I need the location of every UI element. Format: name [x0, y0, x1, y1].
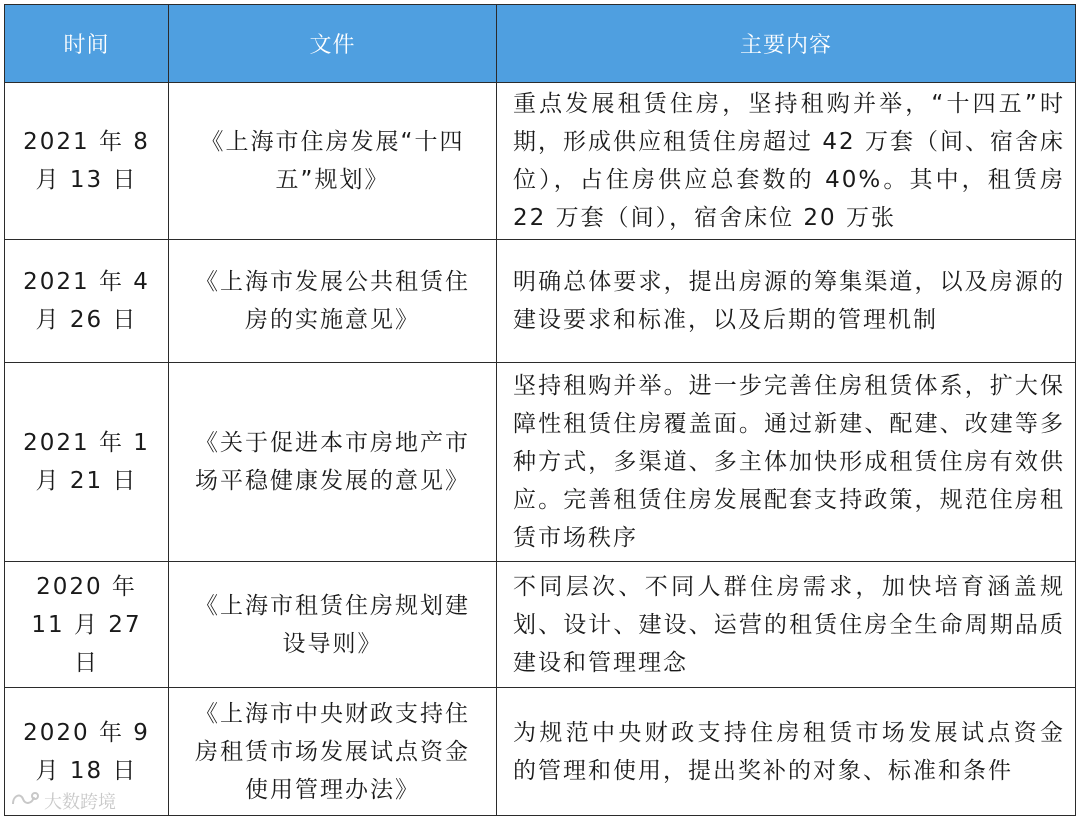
- file-cell: 《上海市发展公共租赁住房的实施意见》: [169, 240, 497, 363]
- policy-table: [4, 4, 1076, 816]
- file-cell: 《上海市住房发展“十四五”规划》: [169, 83, 497, 240]
- date-cell: 2020 年 9 月 18 日: [5, 688, 169, 816]
- content-cell: 重点发展租赁住房，坚持租购并举，“十四五”时期，形成供应租赁住房超过 42 万套（间、宿舍床位），占住房供应总套数的 40%。其中，租赁房 22 万套（间），宿舍床位 20 万张: [497, 83, 1076, 240]
- header-file: 文件: [169, 5, 497, 83]
- header-content: 主要内容: [497, 5, 1076, 83]
- content-cell: 为规范中央财政支持住房租赁市场发展试点资金 的管理和使用，提出奖补的对象、标准和条件: [497, 688, 1076, 816]
- date-cell: 2020 年 11 月 27 日: [5, 562, 169, 688]
- table-row: [5, 83, 1076, 240]
- table-header-row: [5, 5, 1076, 83]
- content-cell: 明确总体要求，提出房源的筹集渠道，以及房源的建设要求和标准，以及后期的管理机制: [497, 240, 1076, 363]
- table-row: [5, 688, 1076, 816]
- date-cell: 2021 年 8 月 13 日: [5, 83, 169, 240]
- brand-logo-icon: [10, 790, 40, 813]
- content-cell: 不同层次、不同人群住房需求，加快培育涵盖规划、设计、建设、运营的租赁住房全生命周期品质建设和管理理念: [497, 562, 1076, 688]
- content-cell: 坚持租购并举。进一步完善住房租赁体系，扩大保障性租赁住房覆盖面。通过新建、配建、改建等多种方式，多渠道、多主体加快形成租赁住房有效供应。完善租赁住房发展配套支持政策，规范住房租赁市场秩序: [497, 363, 1076, 562]
- table-row: [5, 363, 1076, 562]
- date-cell: 2021 年 1 月 21 日: [5, 363, 169, 562]
- header-time: 时间: [5, 5, 169, 83]
- table-row: [5, 240, 1076, 363]
- file-cell: 《上海市中央财政支持住房租赁市场发展试点资金使用管理办法》: [169, 688, 497, 816]
- watermark-text: 大数跨境: [44, 792, 116, 813]
- watermark: [10, 788, 116, 814]
- file-cell: 《上海市租赁住房规划建设导则》: [169, 562, 497, 688]
- file-cell: 《关于促进本市房地产市场平稳健康发展的意见》: [169, 363, 497, 562]
- date-cell: 2021 年 4 月 26 日: [5, 240, 169, 363]
- table-row: [5, 562, 1076, 688]
